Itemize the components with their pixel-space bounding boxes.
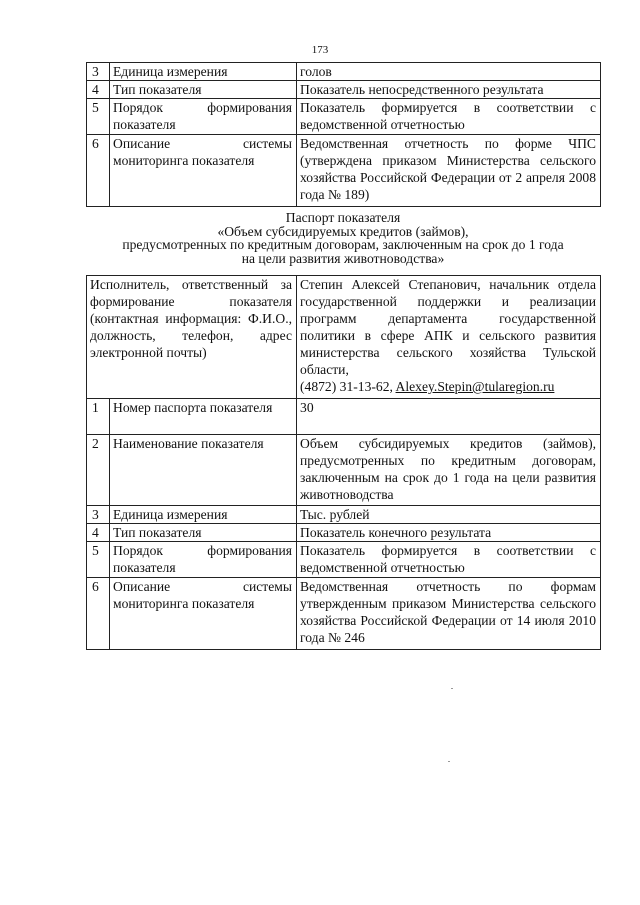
table-row [87,99,601,135]
row-value: Ведомственная отчетность по формам утвержденным приказом Министерства сельского хозяйства Российской Федерации от 14 июля 2010 года № 246 [297,578,601,650]
row-label: Номер паспорта показателя [110,399,297,435]
row-label: Описание системы мониторинга показателя [110,135,297,207]
row-number: 5 [87,99,110,135]
row-number: 6 [87,578,110,650]
page-number: 173 [311,44,329,56]
table-row [87,506,601,524]
row-number: 5 [87,542,110,578]
row-value: голов [297,63,601,81]
row-label: Порядок формирования показателя [110,99,297,135]
indicator-passport-table [86,275,601,650]
row-value: Тыс. рублей [297,506,601,524]
row-label: Единица измерения [110,63,297,81]
row-number: 2 [87,435,110,506]
row-value: Показатель формируется в соответствии с ведомственной отчетностью [297,542,601,578]
heading-line: Паспорт показателя [285,210,401,225]
row-value: Показатель формируется в соответствии с ведомственной отчетностью [297,99,601,135]
scan-speck [451,688,453,689]
indicator-table-continued [86,62,601,207]
row-label: Наименование показателя [110,435,297,506]
heading-line: на цели развития животноводства» [241,250,445,266]
row-value: Показатель конечного результата [297,524,601,542]
row-number: 1 [87,399,110,435]
heading-line: «Объем субсидируемых кредитов (займов), [217,223,469,239]
executor-contact [300,378,596,395]
executor-label: Исполнитель, ответственный за формирование показателя (контактная информация: Ф.И.О., должность, телефон, адрес электронной почты) [87,276,297,399]
table-row [87,81,601,99]
heading-line: предусмотренных по кредитным договорам, заключенным на срок до 1 года [122,237,564,252]
row-value: Показатель непосредственного результата [297,81,601,99]
table-row [87,435,601,506]
row-value: Объем субсидируемых кредитов (займов), предусмотренных по кредитным договорам, заключенным на срок до 1 года на цели развития животноводства [297,435,601,506]
table-row [87,578,601,650]
row-label: Тип показателя [110,81,297,99]
row-number: 6 [87,135,110,207]
scan-speck [448,761,450,762]
row-value: Ведомственная отчетность по форме ЧПС (утверждена приказом Министерства сельского хозяйства Российской Федерации от 2 апреля 2008 года № 189) [297,135,601,207]
row-label: Порядок формирования показателя [110,542,297,578]
row-label: Тип показателя [110,524,297,542]
table-row [87,135,601,207]
row-number: 4 [87,81,110,99]
executor-description: Степин Алексей Степанович, начальник отдела государственной поддержки и реализации программ департамента государственной политики в сфере АПК и сельского развития министерства сельского хозяйства Тульской области, [300,277,597,377]
row-number: 4 [87,524,110,542]
table-row [87,524,601,542]
executor-email-link[interactable]: Alexey.Stepin@tularegion.ru [395,379,555,394]
row-label: Единица измерения [110,506,297,524]
table-row [87,63,601,81]
passport-heading [86,211,600,265]
row-number: 3 [87,63,110,81]
table-row [87,542,601,578]
executor-value [297,276,601,399]
table-row [87,399,601,435]
executor-phone: (4872) 31-13-62, [300,379,396,394]
row-value: 30 [297,399,601,435]
executor-row [87,276,601,399]
row-label: Описание системы мониторинга показателя [110,578,297,650]
row-number: 3 [87,506,110,524]
